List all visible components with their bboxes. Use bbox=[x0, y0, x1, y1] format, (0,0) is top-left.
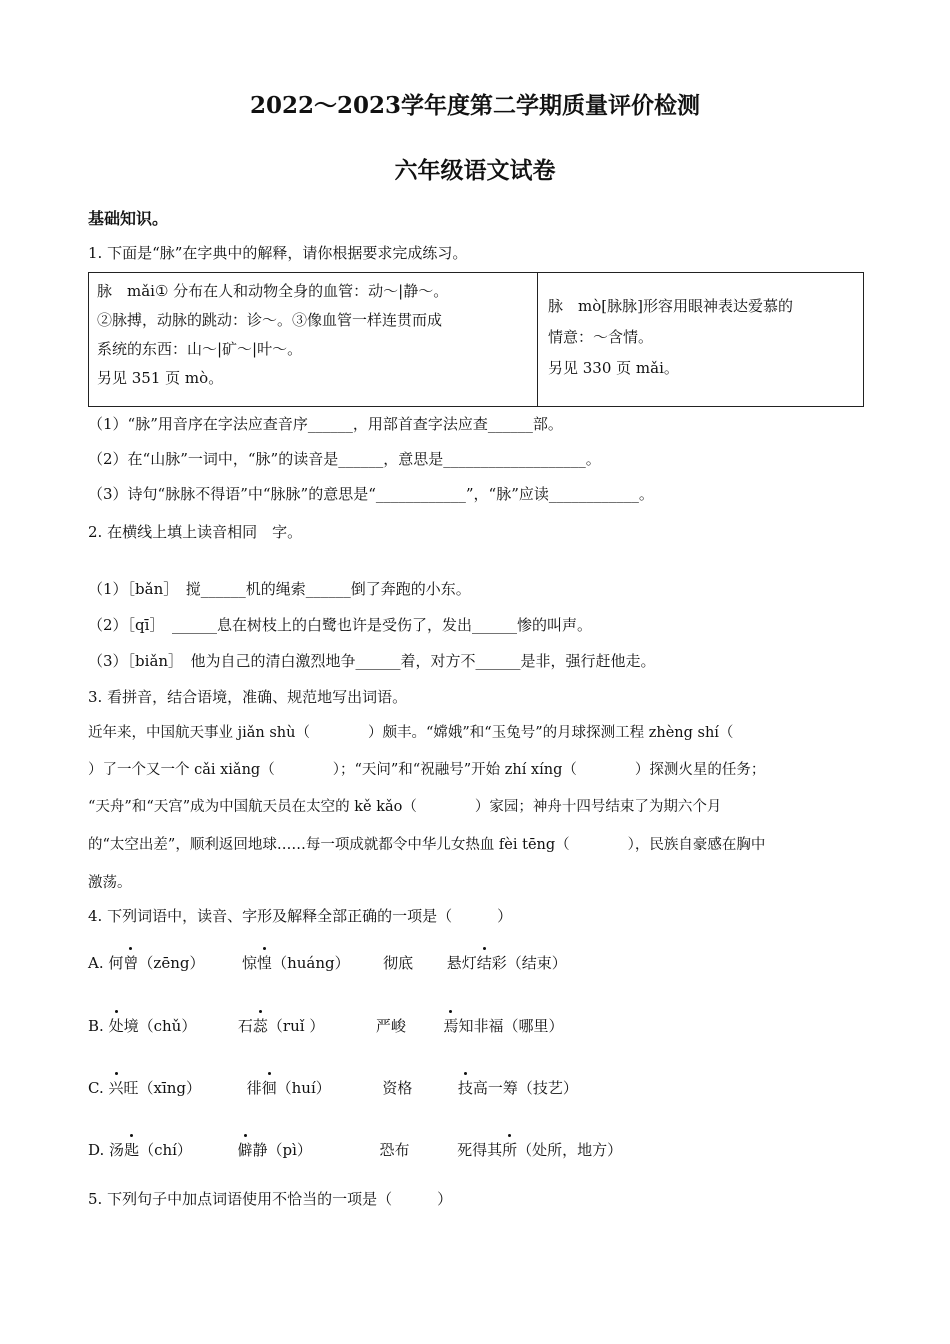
dotted-char: 蕊 bbox=[252, 1017, 268, 1035]
dict-right-line: 脉 mò[脉脉]形容用眼神表达爱慕的 bbox=[548, 297, 793, 315]
word-text: 汤 bbox=[109, 1141, 125, 1159]
q2-sub-3: （3）［biǎn］ 他为自己的清白激烈地争______着，对方不______是非，强行赶他走。 bbox=[88, 652, 656, 670]
q4-stem: 4. 下列词语中，读音、字形及解释全部正确的一项是（ ） bbox=[88, 907, 513, 925]
q3-para-line: 的“太空出差”，顺利返回地球……每一项成就都令中华儿女热血 fèi tēng（ ），民族自豪感在胸中 bbox=[88, 837, 766, 853]
word-text: 徘 bbox=[246, 1079, 262, 1097]
dotted-char: 焉 bbox=[443, 1017, 459, 1035]
option-letter: B. bbox=[88, 1017, 104, 1035]
word-text: 悬灯 bbox=[446, 954, 477, 972]
q2-sub-1: （1）［bǎn］ 搅______机的绳索______倒了奔跑的小东。 bbox=[88, 580, 471, 598]
pinyin: （chí） bbox=[139, 1141, 192, 1159]
q3-para-line: 近年来，中国航天事业 jiǎn shù（ ）颇丰。“嫦娥”和“玉兔号”的月球探测工程 zhèng shí（ bbox=[88, 725, 734, 741]
dotted-char: 惶 bbox=[257, 954, 273, 972]
q1-sub-3: （3）诗句“脉脉不得语”中“脉脉”的意思是“____________”，“脉”应读____________。 bbox=[88, 485, 654, 503]
section-heading: 基础知识。 bbox=[88, 209, 169, 228]
page-title: 2022～2023学年度第二学期质量评价检测 bbox=[249, 92, 701, 119]
dict-entry-mai bbox=[97, 277, 448, 393]
pinyin: （ruǐ ） bbox=[267, 1017, 325, 1035]
word-text: 知非福（哪里） bbox=[458, 1017, 564, 1035]
dotted-char: 所 bbox=[502, 1141, 518, 1159]
word-text: 严峻 bbox=[375, 1017, 406, 1035]
q4-option-b bbox=[88, 1015, 564, 1036]
dict-right-line: 情意：～含情。 bbox=[548, 328, 654, 346]
dict-left-line: 另见 351 页 mò。 bbox=[97, 369, 224, 387]
word-text: 恐布 bbox=[379, 1141, 410, 1159]
word-text: 死得其 bbox=[457, 1141, 503, 1159]
word-text: 静（pì） bbox=[252, 1141, 312, 1159]
word-text: （处所，地方） bbox=[517, 1141, 623, 1159]
q4-option-c bbox=[88, 1077, 578, 1098]
word-text: 高一筹（技艺） bbox=[472, 1079, 578, 1097]
word-text: 石 bbox=[237, 1017, 253, 1035]
q3-para-line: “天舟”和“天宫”成为中国航天员在太空的 kě kǎo（ ）家园；神舟十四号结束了为期六个月 bbox=[88, 799, 722, 815]
word-text: 旺（xīng） bbox=[123, 1079, 202, 1097]
q3-para-line: 激荡。 bbox=[88, 875, 132, 891]
dictionary-table bbox=[88, 272, 864, 407]
word-text: 资格 bbox=[382, 1079, 413, 1097]
option-letter: A. bbox=[88, 954, 104, 972]
dotted-char: 匙 bbox=[124, 1141, 140, 1159]
dict-right-line: 另见 330 页 mǎi。 bbox=[548, 359, 679, 377]
q3-stem: 3. 看拼音，结合语境，准确、规范地写出词语。 bbox=[88, 688, 408, 706]
word-text: 彩（结束） bbox=[491, 954, 567, 972]
word-text: 惊 bbox=[242, 954, 258, 972]
q5-stem: 5. 下列句子中加点词语使用不恰当的一项是（ ） bbox=[88, 1190, 453, 1208]
q4-option-d bbox=[88, 1139, 622, 1160]
dotted-char: 僻 bbox=[237, 1141, 253, 1159]
pinyin: （huáng） bbox=[272, 954, 350, 972]
dict-left-line: ②脉搏，动脉的跳动：诊～。③像血管一样连贯而成 bbox=[97, 311, 443, 329]
q1-stem: 1. 下面是“脉”在字典中的解释，请你根据要求完成练习。 bbox=[88, 244, 468, 262]
pinyin: （huí） bbox=[276, 1079, 331, 1097]
dotted-char: 结 bbox=[476, 954, 492, 972]
q1-sub-2: （2）在“山脉”一词中，“脉”的读音是______，意思是___________________。 bbox=[88, 450, 601, 468]
q2-sub-2: （2）［qī］ ______息在树枝上的白鹭也许是受伤了，发出______惨的叫声。 bbox=[88, 616, 592, 634]
word-text: 彻底 bbox=[383, 954, 414, 972]
option-letter: D. bbox=[88, 1141, 105, 1159]
dict-entry-mo bbox=[548, 291, 793, 384]
dict-left-line: 系统的东西：山～|矿～|叶～。 bbox=[97, 340, 303, 358]
dotted-char: 处 bbox=[108, 1017, 124, 1035]
q4-option-a bbox=[88, 952, 567, 973]
dotted-char: 曾 bbox=[123, 954, 139, 972]
q2-stem: 2. 在横线上填上读音相同 字。 bbox=[88, 523, 303, 541]
word-text: 境（chǔ） bbox=[123, 1017, 197, 1035]
dotted-char: 技 bbox=[457, 1079, 473, 1097]
page-subtitle: 六年级语文试卷 bbox=[394, 157, 556, 184]
dotted-char: 兴 bbox=[108, 1079, 124, 1097]
q3-para-line: ）了一个又一个 cǎi xiǎng（ ）；“天问”和“祝融号”开始 zhí xíng（ ）探测火星的任务； bbox=[88, 762, 766, 778]
option-letter: C. bbox=[88, 1079, 104, 1097]
dotted-char: 徊 bbox=[261, 1079, 277, 1097]
word-text: 何 bbox=[108, 954, 124, 972]
q1-sub-1: （1）“脉”用音序在字法应查音序______，用部首查字法应查______部。 bbox=[88, 415, 563, 433]
table-divider bbox=[537, 273, 538, 406]
dict-left-line: 脉 mǎi① 分布在人和动物全身的血管：动～|静～。 bbox=[97, 282, 449, 300]
pinyin: （zēng） bbox=[138, 954, 205, 972]
